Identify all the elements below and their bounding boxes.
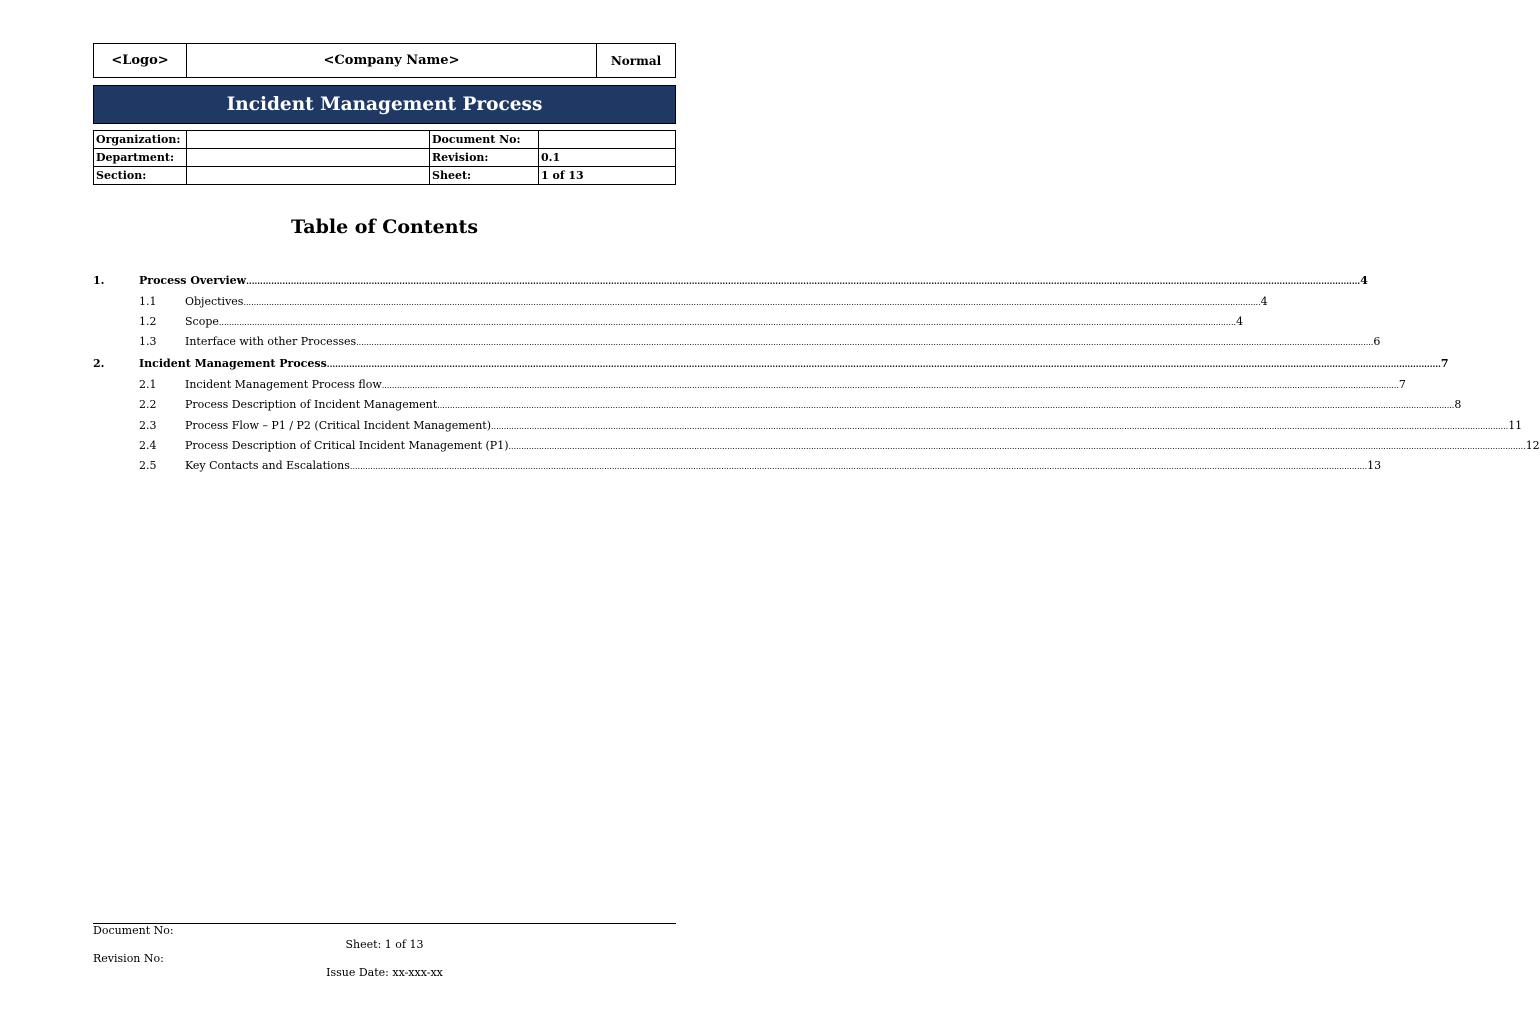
document-title: Incident Management Process [226, 94, 543, 115]
document-header-table [93, 43, 676, 78]
toc-entry[interactable] [93, 398, 1462, 416]
sheet-label: Sheet: [430, 167, 539, 185]
revision-label: Revision: [430, 149, 539, 167]
footer-document-no: Document No: [93, 924, 174, 937]
toc-entry-title: Process Description of Critical Incident Management (P1) [185, 439, 509, 452]
toc-entry-title: Incident Management Process flow [185, 378, 382, 391]
footer-divider [93, 923, 676, 924]
toc-entry-page: 4 [1360, 274, 1368, 287]
department-label: Department: [94, 149, 187, 167]
document-metadata-table [93, 130, 676, 185]
toc-entry-number: 1. [93, 274, 105, 287]
toc-dot-leader: ................................................................................................................................................................................................................................................................................................................................................................................................................ [356, 338, 1374, 347]
toc-dot-leader: ................................................................................................................................................................................................................................................................................................................................................................................................................ [437, 401, 1455, 410]
toc-dot-leader: ................................................................................................................................................................................................................................................................................................................................................................................................................ [508, 442, 1526, 451]
toc-dot-leader: ................................................................................................................................................................................................................................................................................................................................................................................................................ [349, 462, 1368, 471]
toc-dot-leader: ................................................................................................................................................................................................................................................................................................................................................................................................................ [243, 298, 1261, 307]
toc-entry-title: Scope [185, 315, 219, 328]
toc-entry-title: Process Flow – P1 / P2 (Critical Incident Management) [185, 419, 491, 432]
toc-entry-page: 7 [1440, 357, 1449, 370]
toc-entry-number: 2.5 [139, 459, 157, 472]
toc-entry-number: 1.1 [139, 295, 157, 308]
toc-dot-leader: ................................................................................................................................................................................................................................................................................................................................................................................................................ [381, 381, 1399, 390]
section-label: Section: [94, 167, 187, 185]
toc-entry-title: Key Contacts and Escalations [185, 459, 350, 472]
toc-entry[interactable] [93, 357, 1449, 375]
toc-entry-title: Incident Management Process [139, 357, 327, 370]
toc-entry[interactable] [93, 459, 1382, 477]
department-value [187, 149, 430, 167]
meta-row [94, 131, 676, 149]
toc-dot-leader: ................................................................................................................................................................................................................................................................................................................................................................................................................ [218, 318, 1237, 327]
toc-entry-page: 13 [1367, 459, 1382, 472]
toc-entry-page: 4 [1236, 315, 1244, 328]
document-title-banner [93, 85, 676, 124]
toc-title: Table of Contents [290, 216, 479, 238]
classification-label: Normal [597, 44, 676, 78]
logo-placeholder: <Logo> [94, 44, 187, 78]
toc-entry[interactable] [93, 439, 1540, 457]
footer-revision-no: Revision No: [93, 952, 164, 965]
toc-entry[interactable] [93, 335, 1381, 353]
toc-entry[interactable] [93, 274, 1368, 292]
meta-row [94, 167, 676, 185]
sheet-value: 1 of 13 [539, 167, 676, 185]
toc-entry-title: Interface with other Processes [185, 335, 357, 348]
company-name: <Company Name> [187, 44, 597, 78]
toc-dot-leader: ................................................................................................................................................................................................................................................................................................................................................................................................................ [326, 359, 1441, 369]
toc-entry-number: 2. [93, 357, 105, 370]
document-no-label: Document No: [430, 131, 539, 149]
toc-entry-page: 7 [1398, 378, 1406, 391]
toc-entry-number: 2.3 [139, 419, 157, 432]
toc-entry-page: 8 [1454, 398, 1462, 411]
toc-entry-title: Process Overview [139, 274, 247, 287]
toc-entry-number: 1.2 [139, 315, 157, 328]
toc-dot-leader: ................................................................................................................................................................................................................................................................................................................................................................................................................ [491, 422, 1509, 431]
toc-entry-title: Process Description of Incident Management [185, 398, 438, 411]
toc-entry-number: 2.2 [139, 398, 157, 411]
toc-entry-number: 2.4 [139, 439, 157, 452]
footer-issue-date: Issue Date: xx-xxx-xx [326, 966, 443, 979]
revision-value: 0.1 [539, 149, 676, 167]
section-value [187, 167, 430, 185]
toc-dot-leader: ................................................................................................................................................................................................................................................................................................................................................................................................................ [246, 276, 1361, 286]
toc-entry-page: 12 [1525, 439, 1540, 452]
toc-entry[interactable] [93, 315, 1244, 333]
toc-entry-page: 6 [1373, 335, 1381, 348]
document-no-value [539, 131, 676, 149]
meta-row [94, 149, 676, 167]
footer-sheet: Sheet: 1 of 13 [345, 938, 424, 951]
organization-label: Organization: [94, 131, 187, 149]
toc-entry[interactable] [93, 295, 1268, 313]
toc-entry-title: Objectives [185, 295, 244, 308]
organization-value [187, 131, 430, 149]
toc-entry[interactable] [93, 419, 1523, 437]
toc-entry-page: 11 [1508, 419, 1523, 432]
toc-entry[interactable] [93, 378, 1406, 396]
toc-entry-number: 2.1 [139, 378, 157, 391]
toc-entry-page: 4 [1260, 295, 1268, 308]
toc-entry-number: 1.3 [139, 335, 157, 348]
